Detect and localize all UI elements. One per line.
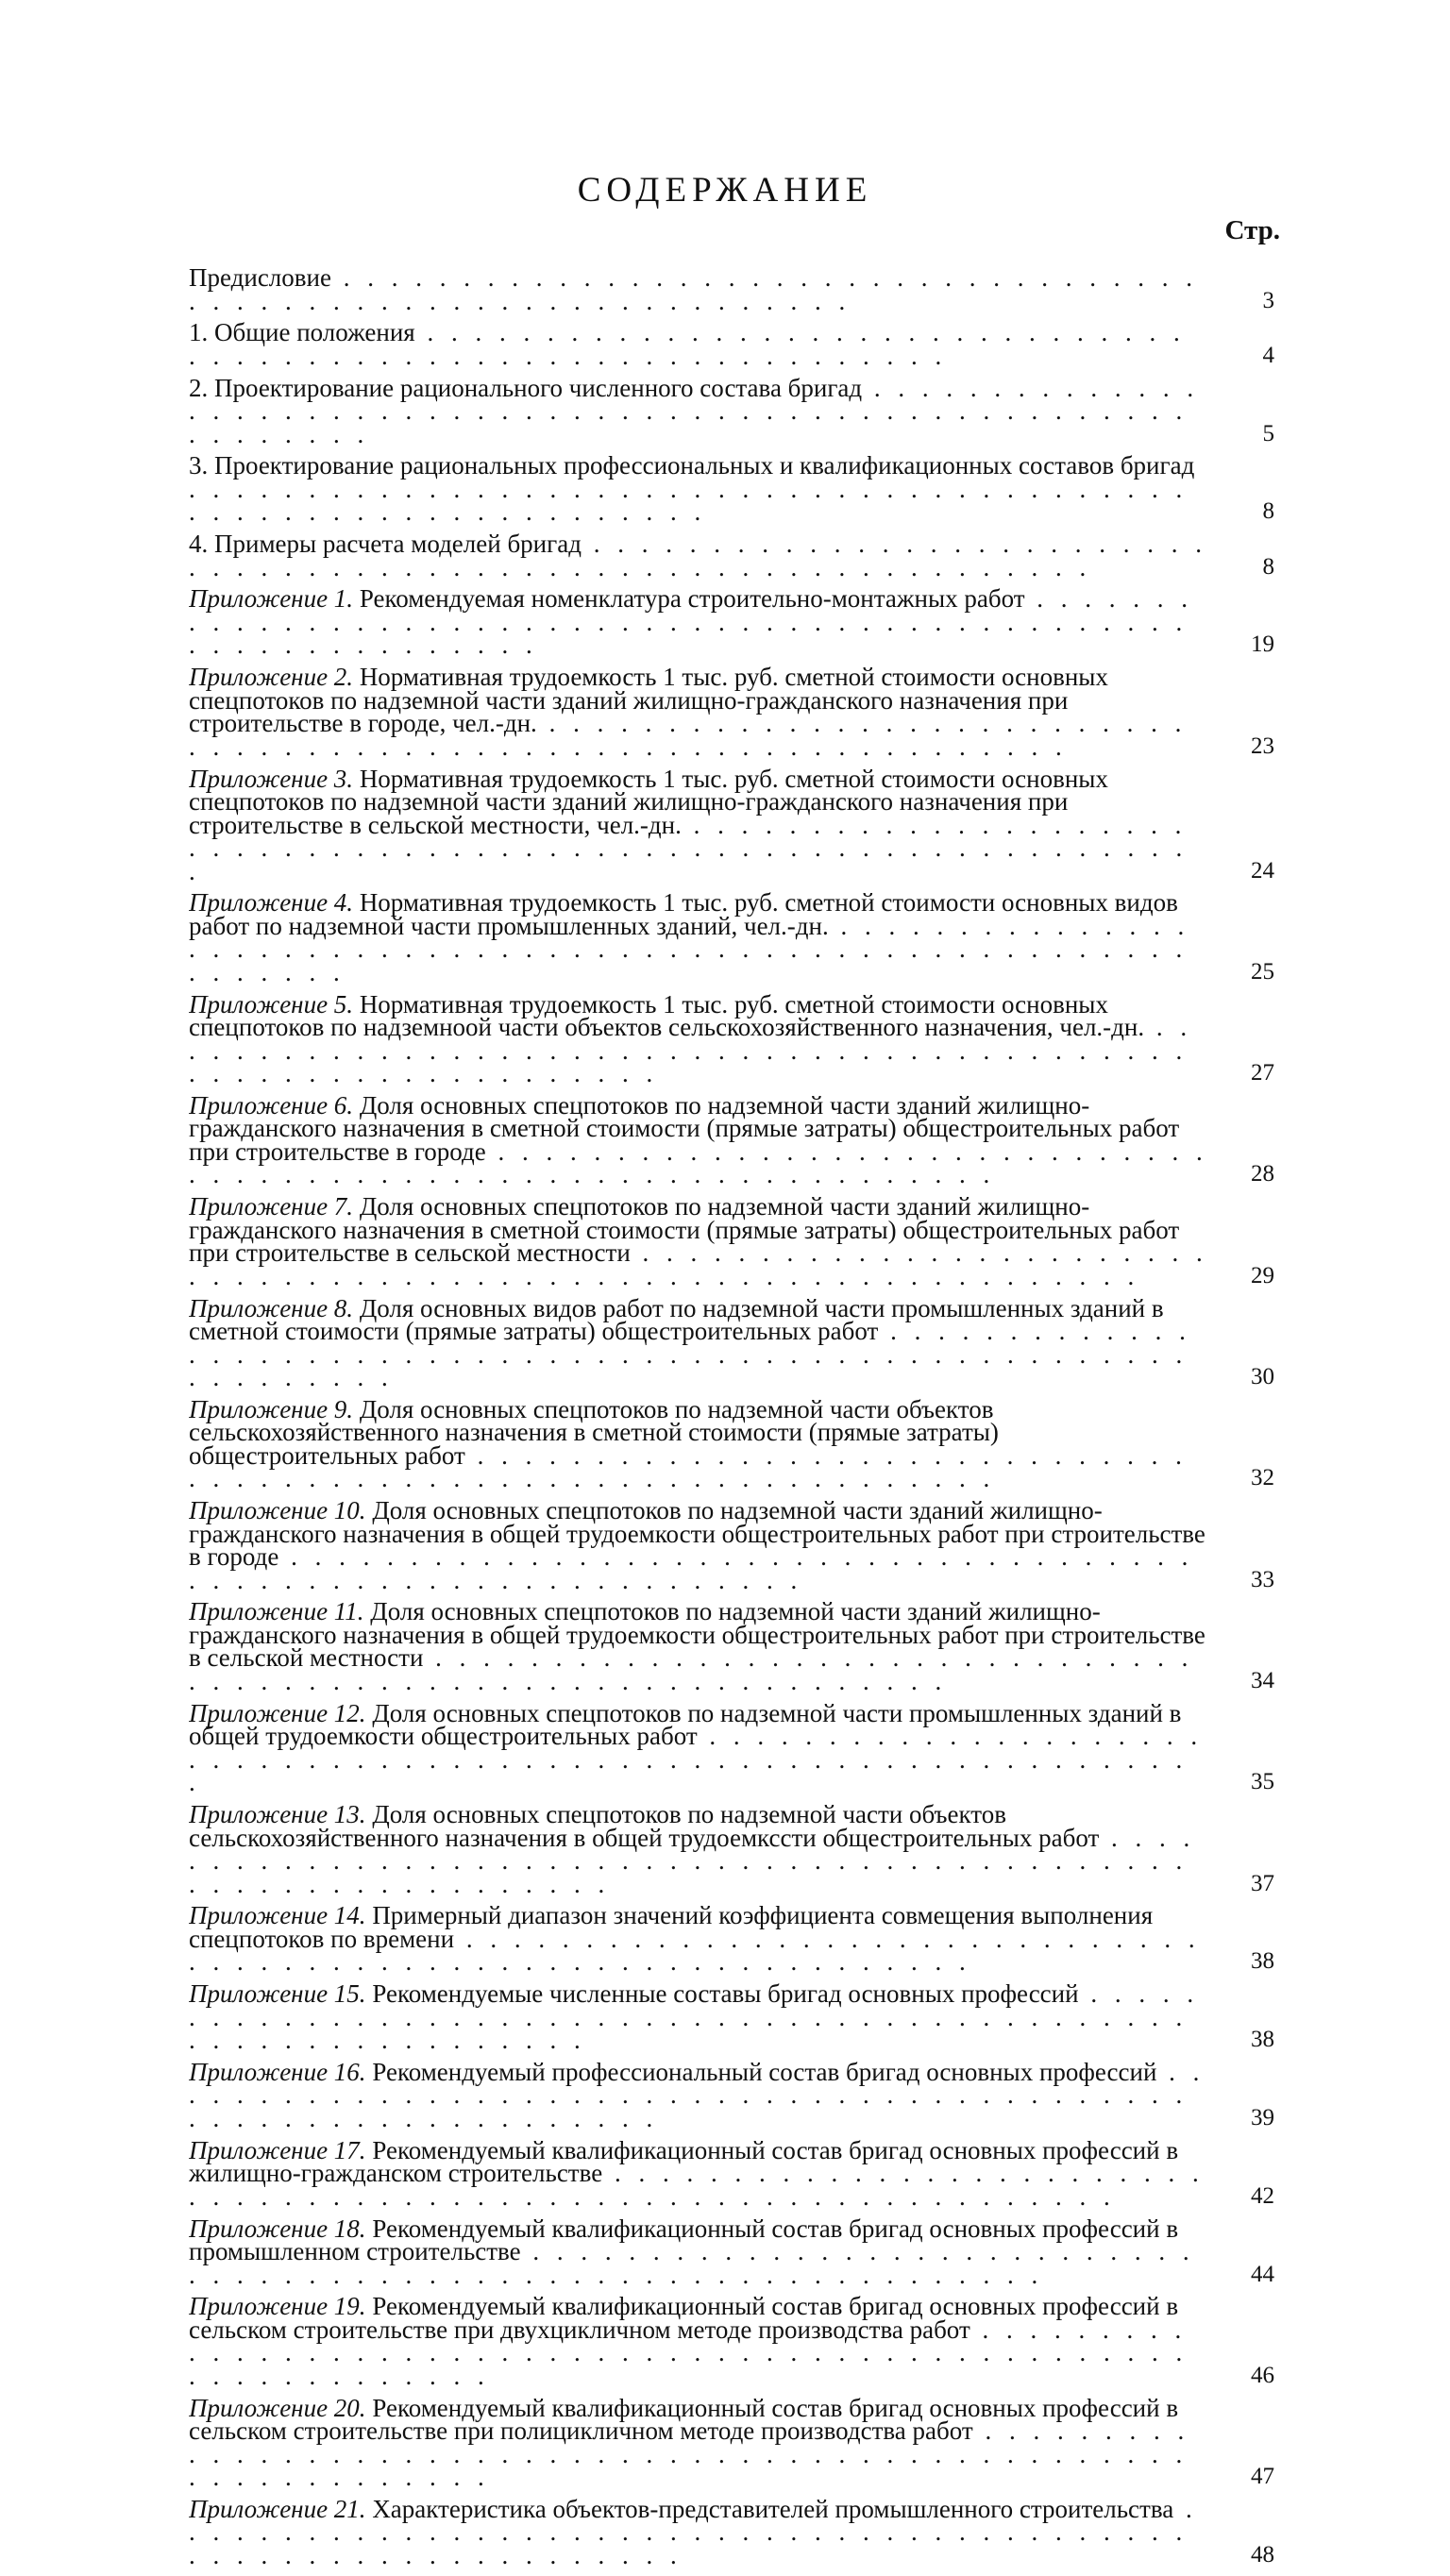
toc-entry [189,1702,1274,1794]
toc-entry-label: Приложение 15. [189,1982,366,2009]
toc-entry [189,1803,1274,1895]
toc-entry-title: Рекомендуемый квалификационный состав бригад основных профессий в сельском строительстве при полицикличном методе производства работ [189,2396,1179,2446]
toc-entry-text [189,266,1208,312]
toc-entry-title: Доля основных видов работ по надземной части промышленных зданий в сметной стоимости (прямые затраты) общестроительных работ [189,1296,1164,1346]
toc-entry-text [189,1803,1208,1895]
toc-entry-page-number: 23 [1251,732,1274,759]
toc-entry-title: Доля основных спецпотоков по надземной части зданий жилищно-гражданского назначения в общей трудоемкости общестроительных работ при строительстве в сельской местности [189,1600,1206,1673]
toc-entry-title: Рекомендуемый профессиональный состав бригад основных профессий [372,2060,1157,2086]
toc-entry-label: Приложение 3. [189,766,354,793]
toc-entry [189,2498,1274,2568]
toc-entry-label: Приложение 7. [189,1195,354,1221]
toc-entry-page-number: 38 [1251,1948,1274,1975]
toc-entry-text [189,2498,1208,2568]
toc-entry [189,2139,1274,2209]
toc-entry-title: Нормативная трудоемкость 1 тыс. руб. сметной стоимости основных спецпотоков по надземной части зданий жилищно-гражданского назначения при строительстве в городе, чел.-дн. [189,665,1108,738]
toc-entry-text [189,1982,1208,2052]
toc-entry [189,321,1274,367]
toc-entry-label: Приложение 17. [189,2138,366,2164]
toc-entry [189,1982,1274,2052]
toc-entry [189,1297,1274,1389]
toc-entry-page-number: 19 [1251,631,1274,658]
toc-entry-page-number: 44 [1251,2261,1274,2287]
toc-entry [189,891,1274,984]
toc-entry [189,767,1274,884]
toc-entry-title: Доля основных спецпотоков по надземной части объектов сельскохозяйственного назначения в общей трудоемкссти общестроительных работ [189,1803,1100,1852]
toc-entry-page-number: 8 [1262,553,1274,580]
toc-entry-text [189,767,1208,884]
toc-entry-title: Примерный диапазон значений коэффициента совмещения выполнения спецпотоков по времени [189,1904,1154,1953]
toc-entry-label: Приложение 21. [189,2497,366,2523]
toc-entry-page-number: 48 [1251,2541,1274,2568]
toc-entry-text [189,2397,1208,2489]
toc-entry-page-number: 28 [1251,1161,1274,1187]
toc-entry-title: Предисловие [189,266,331,292]
toc-entry-label: Приложение 9. [189,1397,354,1423]
toc-entry-title: Рекомендуемый квалификационный состав бригад основных профессий в сельском строительстве при двухцикличном методе производства работ [189,2295,1179,2344]
toc-entry [189,1195,1274,1288]
toc-entry-text [189,454,1208,524]
toc-entry-page-number: 25 [1251,958,1274,985]
toc-entry-title: Доля основных спецпотоков по надземной части зданий жилищно-гражданского назначения в сметной стоимости (прямые затраты) общестроительных работ при строительстве в городе [189,1093,1180,1166]
toc-entry-label: Приложение 16. [189,2060,366,2086]
toc-entry-page-number: 32 [1251,1465,1274,1491]
toc-entry [189,2217,1274,2287]
toc-entry-text [189,1600,1208,1692]
toc-entry-page-number: 4 [1262,342,1274,368]
toc-entry-title: Доля основных спецпотоков по надземной части зданий жилищно-гражданского назначения в сметной стоимости (прямые затраты) общестроительных работ при строительстве в сельской местности [189,1195,1180,1268]
toc-entry-title: 2. Проектирование рационального численного состава бригад [189,376,863,402]
toc-entry-label: Приложение 2. [189,665,354,692]
toc-entry-label: Приложение 20. [189,2396,366,2422]
toc-entry-text [189,1904,1208,1974]
toc-entry-title: Рекомендуемый квалификационный состав бригад основных профессий в жилищно-гражданском строительстве [189,2138,1179,2188]
toc-entry [189,2295,1274,2387]
toc-entry-label: Приложение 11. [189,1600,364,1626]
toc-entry [189,266,1274,312]
toc-entry-title: Рекомендуемый квалификационный состав бригад основных профессий в промышленном строительстве [189,2216,1179,2266]
toc-entry-page-number: 30 [1251,1364,1274,1390]
toc-entry-title: 4. Примеры расчета моделей бригад [189,532,582,559]
toc-entry-page-number: 34 [1251,1667,1274,1693]
toc-entry-text [189,891,1208,984]
toc-entry-text [189,321,1208,367]
toc-entry-text [189,532,1208,579]
toc-entry-page-number: 46 [1251,2362,1274,2388]
toc-entry [189,2061,1274,2130]
toc-entry-text [189,2061,1208,2130]
toc-entry-label: Приложение 13. [189,1803,366,1829]
toc-entry-text [189,1499,1208,1591]
toc-entry-text [189,1702,1208,1794]
toc-entry [189,377,1274,446]
toc-entry-page-number: 5 [1262,420,1274,446]
toc-entry-page-number: 47 [1251,2464,1274,2490]
toc-entry-label: Приложение 10. [189,1499,366,1525]
toc-entry [189,665,1274,758]
toc-entry-text [189,2217,1208,2287]
toc-entry-text [189,377,1208,446]
toc-entry-text [189,2139,1208,2209]
page-title: СОДЕРЖАНИЕ [577,171,873,210]
toc-entry-page-number: 33 [1251,1566,1274,1592]
toc-entry-label: Приложение 1. [189,587,354,614]
toc-entry-title: Рекомендуемые численные составы бригад основных профессий [372,1982,1079,2009]
page-column-label: Стр. [1224,215,1280,245]
toc-entry-label: Приложение 19. [189,2295,366,2321]
toc-entry-title: Характеристика объектов-представителей промышленного строительства [372,2497,1174,2523]
toc-entry [189,1398,1274,1490]
toc-entry-page-number: 29 [1251,1262,1274,1288]
toc-entry-title: 1. Общие положения [189,321,415,347]
toc-entry-text [189,1398,1208,1490]
toc-entry-text [189,587,1208,657]
toc-entry [189,993,1274,1086]
toc-entry [189,1499,1274,1591]
toc-entry-title: Доля основных спецпотоков по надземной части промышленных зданий в общей трудоемкости общестроительных работ [189,1701,1182,1751]
toc-entry-title: 3. Проектирование рациональных профессиональных и квалификационных составов бригад [189,454,1195,480]
toc-entry-label: Приложение 4. [189,891,354,918]
toc-entry-title: Доля основных спецпотоков по надземной части зданий жилищно-гражданского назначения в общей трудоемкости общестроительных работ при строительстве в городе [189,1499,1206,1572]
toc-entry-title: Нормативная трудоемкость 1 тыс. руб. сметной стоимости основных спецпотоков по надземноой части объектов сельскохозяйственного назначения, чел.-дн. [189,992,1145,1042]
toc-entry [189,1094,1274,1187]
toc-entry-page-number: 37 [1251,1870,1274,1896]
toc-entry-page-number: 27 [1251,1060,1274,1086]
toc-entry-text [189,993,1208,1086]
toc-entry-page-number: 3 [1262,287,1274,313]
toc-entry-text [189,1094,1208,1187]
toc-entry-title: Нормативная трудоемкость 1 тыс. руб. сметной стоимости основных видов работ по надземной части промышленных зданий, чел.-дн. [189,891,1178,940]
toc-entry-page-number: 8 [1262,498,1274,525]
toc-entry-text [189,2295,1208,2387]
toc-entry-label: Приложение 8. [189,1296,354,1322]
toc-entry-label: Приложение 5. [189,992,354,1019]
toc-entry-text [189,1297,1208,1389]
toc-entry-page-number: 35 [1251,1769,1274,1795]
toc-entry-label: Приложение 18. [189,2216,366,2243]
toc-entry-text [189,665,1208,758]
toc-entry [189,2397,1274,2489]
toc-entry-page-number: 39 [1251,2104,1274,2130]
toc-entry [189,1904,1274,1974]
toc-entry-label: Приложение 12. [189,1701,366,1727]
toc-entry-text [189,1195,1208,1288]
toc-entry-page-number: 38 [1251,2027,1274,2053]
toc-entry [189,454,1274,524]
toc-entry [189,587,1274,657]
toc-entry-title: Нормативная трудоемкость 1 тыс. руб. сметной стоимости основных спецпотоков по надземной части зданий жилищно-гражданского назначения при строительстве в сельской местности, чел.-дн. [189,766,1108,839]
toc-entry [189,532,1274,579]
toc-entry [189,1600,1274,1692]
toc-entry-label: Приложение 14. [189,1904,366,1930]
toc-entry-label: Приложение 6. [189,1093,354,1120]
toc-entry-title: Доля основных спецпотоков по надземной части объектов сельскохозяйственного назначения в сметной стоимости (прямые затраты) общестроительных работ [189,1397,999,1470]
toc-entry-page-number: 42 [1251,2182,1274,2209]
toc-entry-page-number: 24 [1251,857,1274,884]
toc-entry-title: Рекомендуемая номенклатура строительно-монтажных работ [359,587,1025,614]
